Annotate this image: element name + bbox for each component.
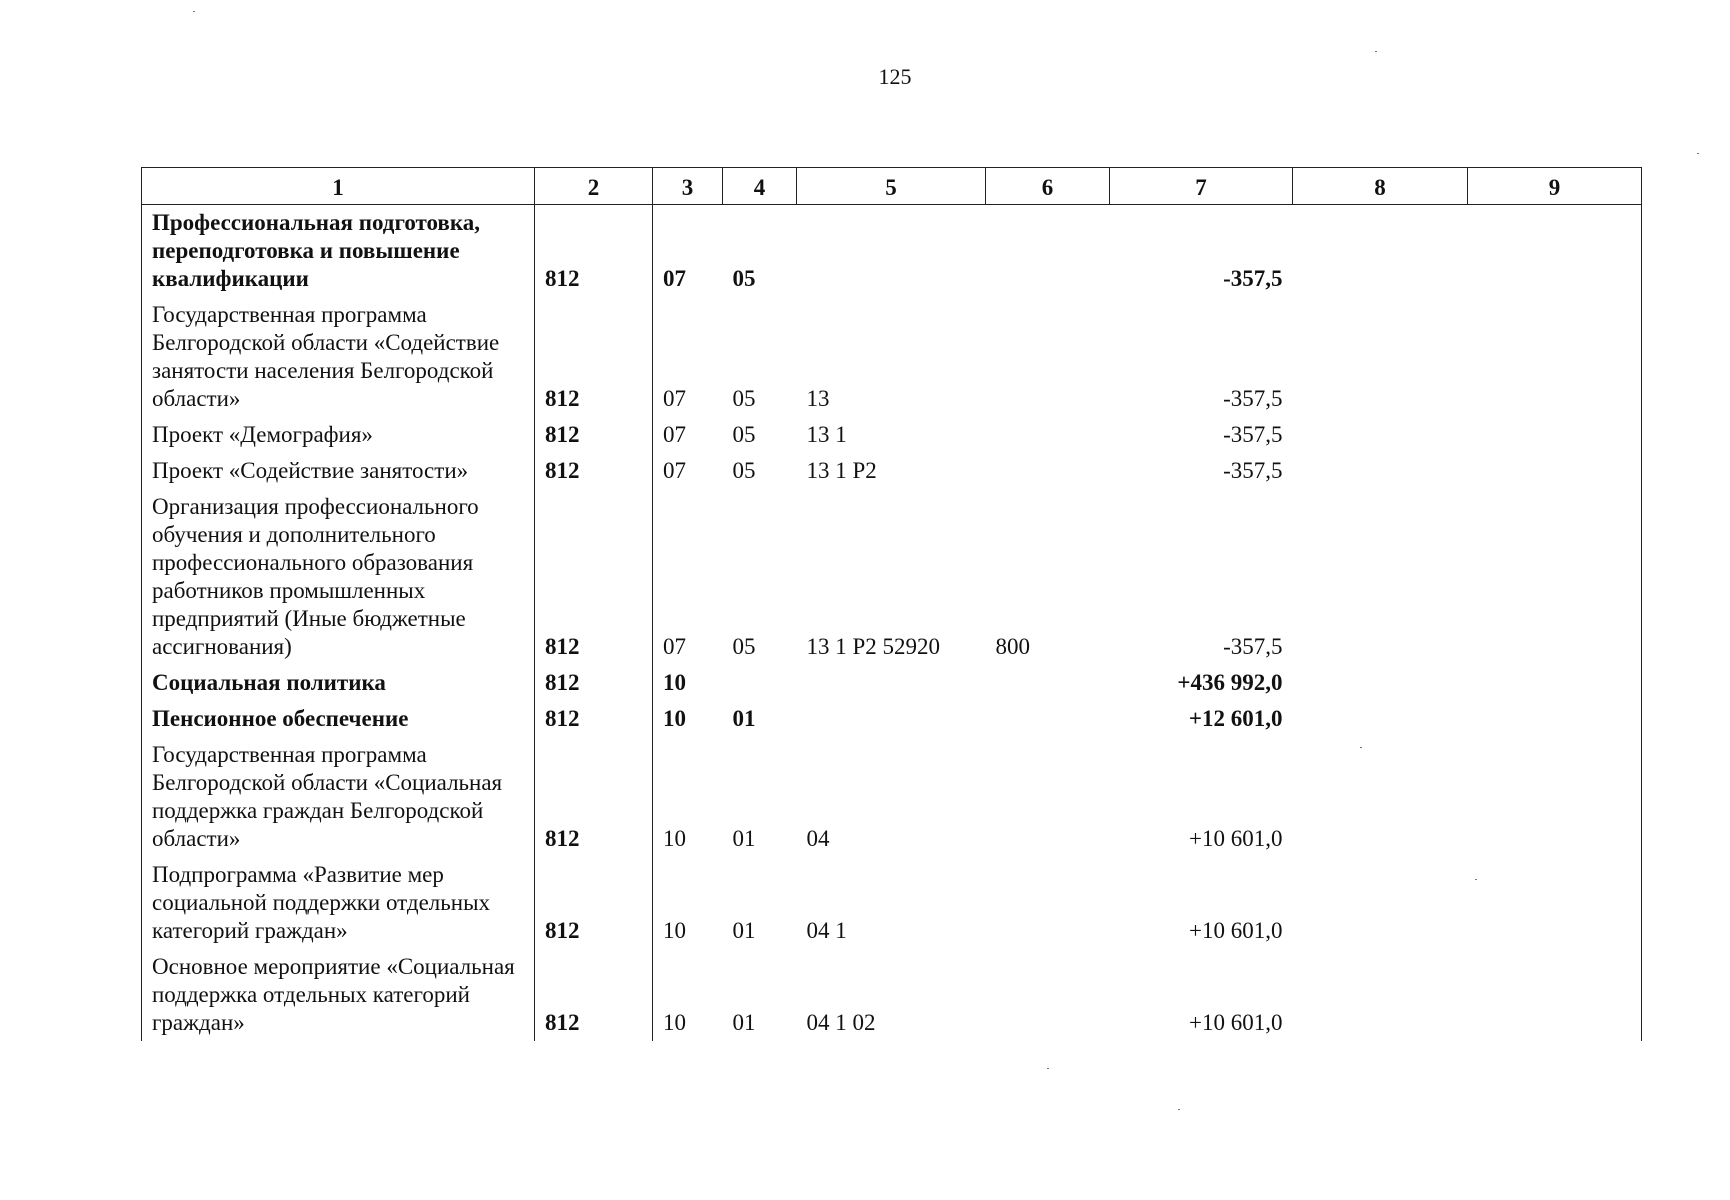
row-name-cell: Проект «Содействие занятости» xyxy=(142,453,535,489)
column-9-cell xyxy=(1468,489,1642,665)
expense-type-cell xyxy=(986,665,1110,701)
amount-cell: +10 601,0 xyxy=(1189,918,1283,943)
subsection-code-cell: 05 xyxy=(732,422,756,447)
column-header: 6 xyxy=(986,168,1110,205)
target-article-cell: 04 1 xyxy=(806,918,847,943)
column-8-cell xyxy=(1293,417,1468,453)
ministry-code-cell: 812 xyxy=(535,737,653,857)
column-9-cell xyxy=(1468,737,1642,857)
table-row xyxy=(142,297,1642,417)
table-row xyxy=(142,737,1642,857)
column-9-cell xyxy=(1468,665,1642,701)
table-header xyxy=(142,168,1642,205)
column-9-cell xyxy=(1468,949,1642,1041)
column-9-cell xyxy=(1468,701,1642,737)
table-row xyxy=(142,453,1642,489)
section-code-cell: 10 xyxy=(653,737,723,857)
amount-cell: -357,5 xyxy=(1223,266,1283,291)
target-article-cell xyxy=(797,205,986,298)
column-8-cell xyxy=(1293,489,1468,665)
subsection-code-cell: 01 xyxy=(732,918,756,943)
table-row xyxy=(142,205,1642,298)
section-code-cell: 07 xyxy=(653,417,723,453)
target-article-cell: 13 1 Р2 52920 xyxy=(806,634,941,659)
scan-speck xyxy=(193,11,195,12)
section-code-cell: 10 xyxy=(653,857,723,949)
column-8-cell xyxy=(1293,205,1468,298)
amount-cell: +436 992,0 xyxy=(1177,670,1283,695)
column-8-cell xyxy=(1293,665,1468,701)
row-name-cell: Проект «Демография» xyxy=(142,417,535,453)
expense-type-cell: 800 xyxy=(995,634,1030,659)
ministry-code-cell: 812 xyxy=(535,205,653,298)
column-header: 1 xyxy=(142,168,535,205)
section-code-cell: 07 xyxy=(653,297,723,417)
ministry-code-cell: 812 xyxy=(535,949,653,1041)
subsection-code-cell: 01 xyxy=(732,706,756,731)
table-row xyxy=(142,857,1642,949)
column-9-cell xyxy=(1468,417,1642,453)
row-name-cell: Социальная политика xyxy=(142,665,535,701)
scan-speck xyxy=(1047,1068,1049,1069)
page-number: 125 xyxy=(878,64,912,89)
ministry-code-cell: 812 xyxy=(535,701,653,737)
scan-speck xyxy=(1375,51,1377,52)
row-name-cell: Основное мероприятие «Социальная поддержка отдельных категорий граждан» xyxy=(142,949,535,1041)
target-article-cell: 04 1 02 xyxy=(806,1010,876,1035)
column-header: 2 xyxy=(535,168,653,205)
scan-speck xyxy=(1697,153,1699,154)
ministry-code-cell: 812 xyxy=(535,297,653,417)
expense-type-cell xyxy=(986,205,1110,298)
column-9-cell xyxy=(1468,453,1642,489)
amount-cell: -357,5 xyxy=(1223,458,1283,483)
column-8-cell xyxy=(1293,453,1468,489)
table-row xyxy=(142,949,1642,1041)
column-header: 8 xyxy=(1293,168,1468,205)
budget-table xyxy=(141,167,1642,1041)
table-body xyxy=(142,205,1642,1042)
expense-type-cell xyxy=(986,949,1110,1041)
subsection-code-cell: 01 xyxy=(732,1010,756,1035)
subsection-code-cell: 05 xyxy=(732,458,756,483)
expense-type-cell xyxy=(986,701,1110,737)
scan-speck xyxy=(1475,879,1477,880)
column-8-cell xyxy=(1293,297,1468,417)
amount-cell: +12 601,0 xyxy=(1188,706,1283,731)
section-code-cell: 10 xyxy=(653,701,723,737)
row-name-cell: Государственная программа Белгородской области «Социальная поддержка граждан Белгородской области» xyxy=(142,737,535,857)
target-article-cell: 13 1 xyxy=(806,422,847,447)
column-9-cell xyxy=(1468,205,1642,298)
column-8-cell xyxy=(1293,737,1468,857)
column-header: 9 xyxy=(1468,168,1642,205)
amount-cell: -357,5 xyxy=(1223,422,1283,447)
target-article-cell: 04 xyxy=(806,826,830,851)
section-code-cell: 07 xyxy=(653,205,723,298)
column-header: 4 xyxy=(723,168,797,205)
section-code-cell: 07 xyxy=(653,489,723,665)
column-9-cell xyxy=(1468,857,1642,949)
amount-cell: -357,5 xyxy=(1223,634,1283,659)
subsection-code-cell xyxy=(723,665,797,701)
row-name-cell: Государственная программа Белгородской области «Содействие занятости населения Белгородской области» xyxy=(142,297,535,417)
section-code-cell: 10 xyxy=(653,949,723,1041)
row-name-cell: Подпрограмма «Развитие мер социальной поддержки отдельных категорий граждан» xyxy=(142,857,535,949)
subsection-code-cell: 05 xyxy=(732,634,756,659)
subsection-code-cell: 05 xyxy=(732,386,756,411)
amount-cell: +10 601,0 xyxy=(1189,826,1283,851)
table-row xyxy=(142,417,1642,453)
ministry-code-cell: 812 xyxy=(535,857,653,949)
column-header: 7 xyxy=(1110,168,1293,205)
target-article-cell xyxy=(797,665,986,701)
subsection-code-cell: 05 xyxy=(732,266,756,291)
expense-type-cell xyxy=(986,857,1110,949)
table-row xyxy=(142,701,1642,737)
amount-cell: +10 601,0 xyxy=(1189,1010,1283,1035)
column-header: 5 xyxy=(797,168,986,205)
column-9-cell xyxy=(1468,297,1642,417)
table-row xyxy=(142,665,1642,701)
column-8-cell xyxy=(1293,701,1468,737)
scan-speck xyxy=(1178,1109,1180,1110)
expense-type-cell xyxy=(986,737,1110,857)
amount-cell: -357,5 xyxy=(1223,386,1283,411)
expense-type-cell xyxy=(986,297,1110,417)
ministry-code-cell: 812 xyxy=(535,489,653,665)
subsection-code-cell: 01 xyxy=(732,826,756,851)
scan-speck xyxy=(1360,747,1362,748)
expense-type-cell xyxy=(986,417,1110,453)
table-row xyxy=(142,489,1642,665)
target-article-cell: 13 1 Р2 xyxy=(806,458,877,483)
column-8-cell xyxy=(1293,949,1468,1041)
expense-type-cell xyxy=(986,453,1110,489)
ministry-code-cell: 812 xyxy=(535,453,653,489)
ministry-code-cell: 812 xyxy=(535,665,653,701)
section-code-cell: 10 xyxy=(653,665,723,701)
column-header: 3 xyxy=(653,168,723,205)
row-name-cell: Пенсионное обеспечение xyxy=(142,701,535,737)
target-article-cell xyxy=(797,701,986,737)
row-name-cell: Организация профессионального обучения и дополнительного профессионального образования работников промышленных предприятий (Иные бюджетные ассигнования) xyxy=(142,489,535,665)
row-name-cell: Профессиональная подготовка, переподготовка и повышение квалификации xyxy=(142,205,535,298)
header-row xyxy=(142,168,1642,205)
target-article-cell: 13 xyxy=(806,386,830,411)
column-8-cell xyxy=(1293,857,1468,949)
section-code-cell: 07 xyxy=(653,453,723,489)
ministry-code-cell: 812 xyxy=(535,417,653,453)
